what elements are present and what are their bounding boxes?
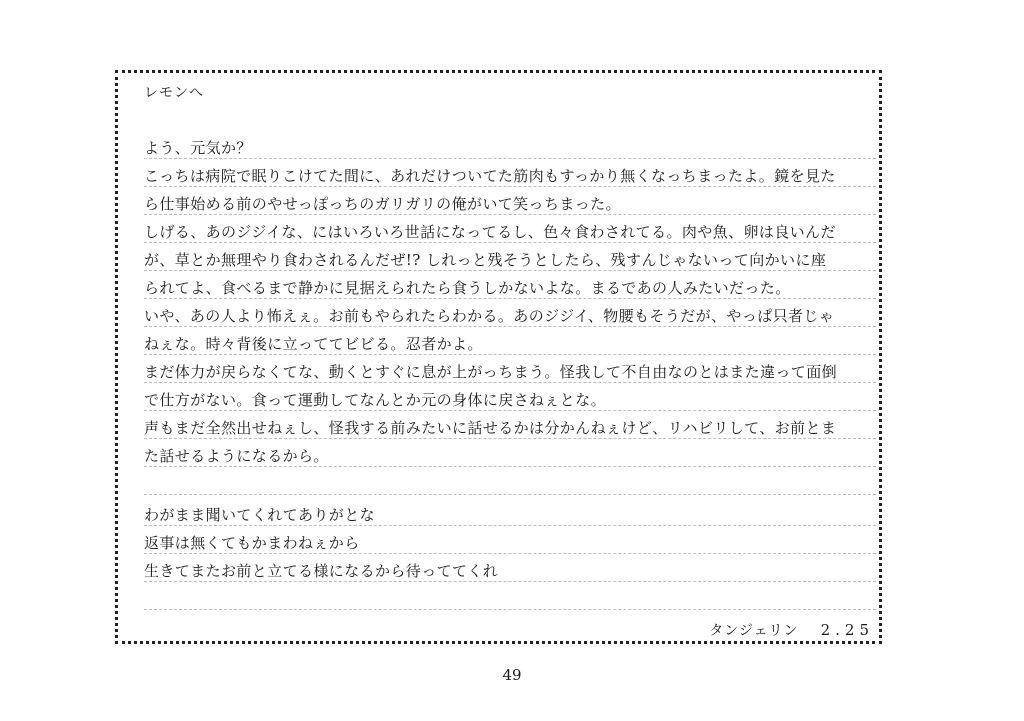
page-number: 49 — [502, 666, 522, 684]
letter-line: た話せるようになるから。 — [144, 446, 876, 467]
letter-line: られてよ、食べるまで静かに見据えられたら食うしかないよな。まるであの人みたいだった。 — [144, 278, 876, 299]
signature-date: 2.25 — [820, 621, 874, 639]
salutation: レモンへ — [144, 85, 204, 101]
signature — [709, 620, 874, 640]
letter-line: わがまま聞いてくれてありがとな — [144, 505, 876, 526]
letter-line: で仕方がない。食って運動してなんとか元の身体に戻さねぇとな。 — [144, 390, 876, 411]
letter-line: 生きてまたお前と立てる様になるから待っててくれ — [144, 561, 876, 582]
letter-line — [144, 589, 876, 610]
letter-line: いや、あの人より怖えぇ。お前もやられたらわかる。あのジジイ、物腰もそうだが、やっぱ只者じゃ — [144, 306, 876, 327]
letter-line: ねぇな。時々背後に立っててビビる。忍者かよ。 — [144, 334, 876, 355]
letter-line: こっちは病院で眠りこけてた間に、あれだけついてた筋肉もすっかり無くなっちまったよ。鏡を見た — [144, 166, 876, 187]
letter-line — [144, 474, 876, 495]
signature-name: タンジェリン — [709, 623, 799, 639]
letter-line: まだ体力が戻らなくてな、動くとすぐに息が上がっちまう。怪我して不自由なのとはまた違って面倒 — [144, 362, 876, 383]
letter-line: しげる、あのジジイな、にはいろいろ世話になってるし、色々食わされてる。肉や魚、卵は良いんだ — [144, 222, 876, 243]
letter-line: が、草とか無理やり食わされるんだぜ!? しれっと残そうとしたら、残すんじゃないって向かいに座 — [144, 250, 876, 271]
letter-line: 声もまだ全然出せねぇし、怪我する前みたいに話せるかは分かんねぇけど、リハビリして、お前とま — [144, 418, 876, 439]
letter-line: 返事は無くてもかまわねぇから — [144, 533, 876, 554]
letter-line: ら仕事始める前のやせっぽっちのガリガリの俺がいて笑っちまった。 — [144, 194, 876, 215]
letter-line: よう、元気か？ — [144, 138, 876, 159]
